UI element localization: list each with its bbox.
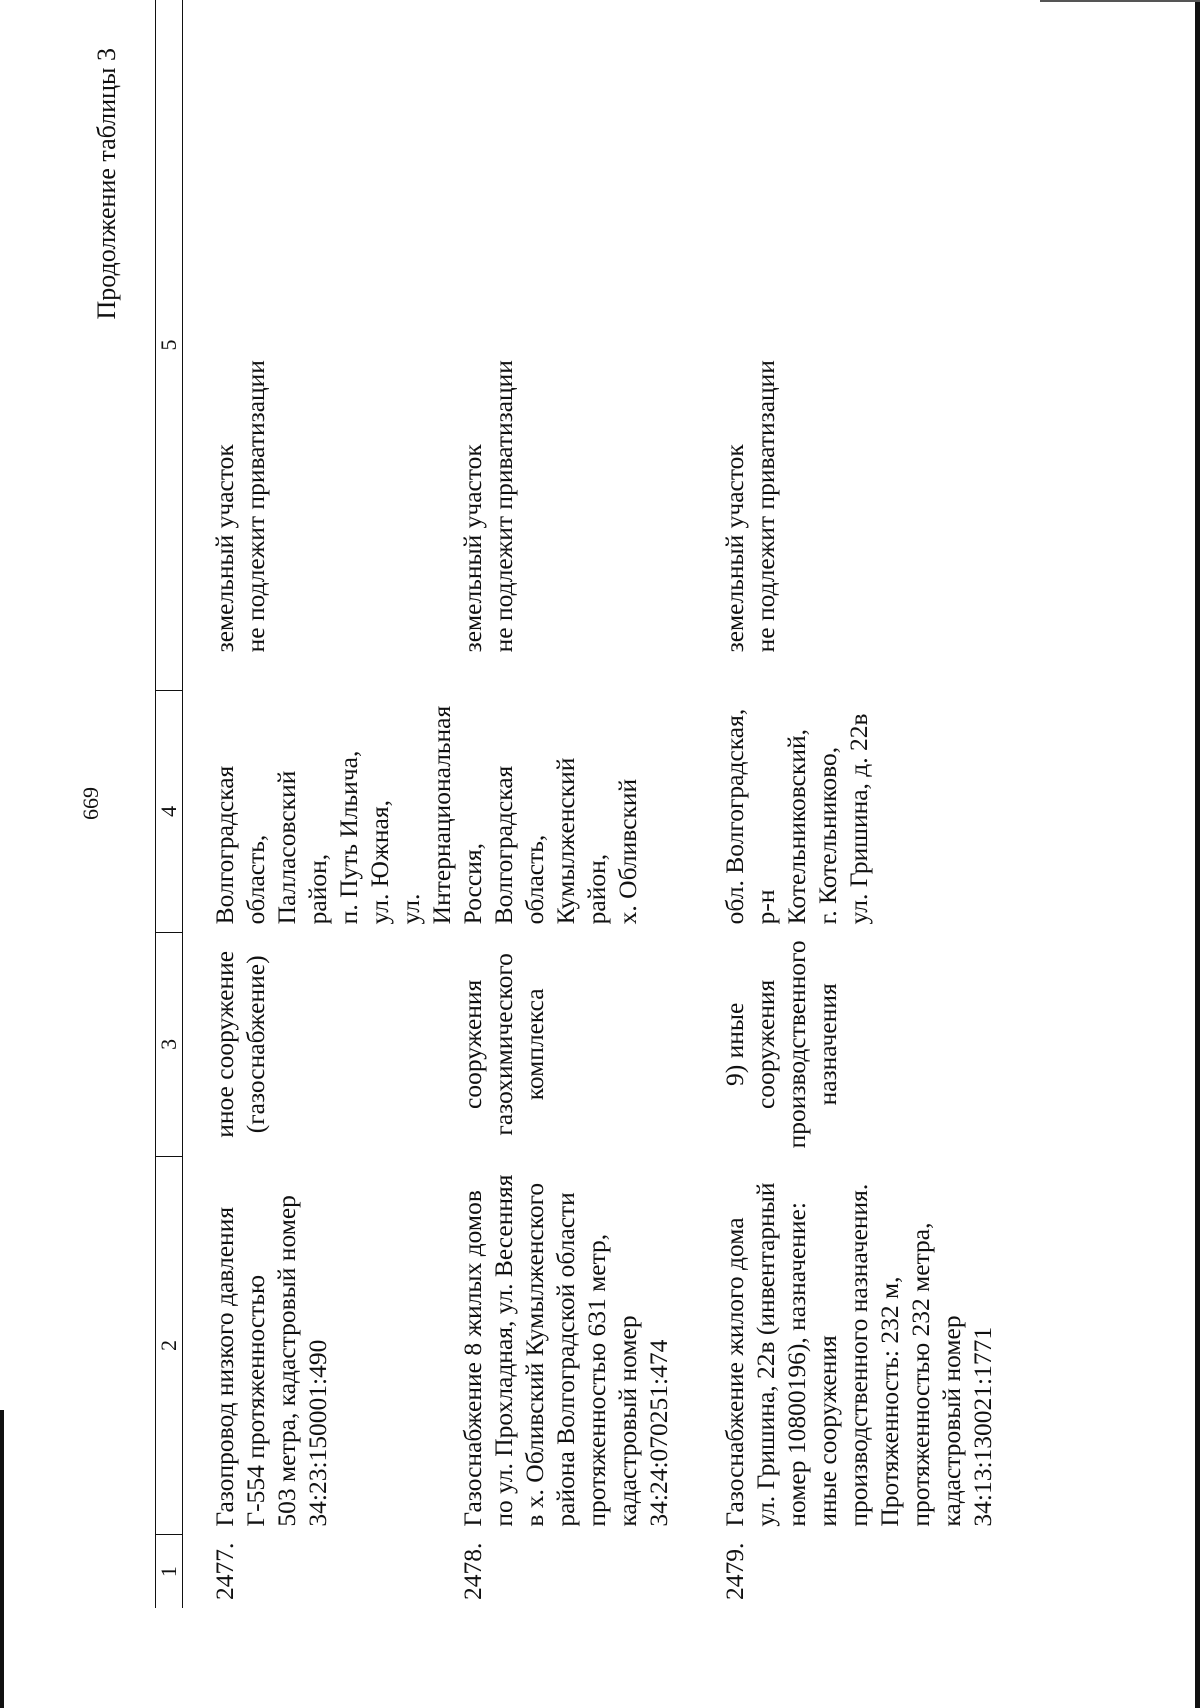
object-address: обл. Волгоградская, р-н Котельниковский, г. Котельниково, ул. Гришина, д. 22в — [720, 708, 873, 925]
object-name: Газоснабжение 8 жилых домов по ул. Прохладная, ул. Весенняя в х. Обливский Кумылженского района Волгоградской области протяженностью 631 метр, кадастровый номер 34:24:070251:474 — [458, 1174, 673, 1527]
table-row — [183, 0, 458, 1608]
table-row — [457, 0, 719, 1608]
page-number: 669 — [78, 787, 103, 820]
object-note: земельный участок не подлежит приватизации — [720, 360, 780, 653]
column-header-1: 1 — [156, 1535, 183, 1608]
object-name: Газопровод низкого давления Г-554 протяженностью 503 метра, кадастровый номер 34:23:150001:490 — [210, 1195, 332, 1527]
object-address: Волгоградская область, Палласовский район, п. Путь Ильича, ул. Южная, ул. Интернациональная — [210, 705, 456, 925]
table-header-row — [156, 0, 183, 1608]
object-type: иное сооружение (газоснабжение) — [210, 950, 270, 1138]
object-type: 9) иные сооружения производственного назначения — [720, 940, 842, 1149]
object-address: Россия, Волгоградская область, Кумылженский район, х. Обливский — [458, 757, 642, 925]
column-header-4: 4 — [156, 690, 183, 932]
column-header-3: 3 — [156, 932, 183, 1156]
object-name: Газоснабжение жилого дома ул. Гришина, 22в (инвентарный номер 10800196), назначение: иные сооружения производственного назначения. Протяженность: 232 м, протяженностью 232 метра, кадастровый номер 34:13:130021:1771 — [720, 1182, 997, 1527]
row-number: 2479. — [720, 1542, 749, 1600]
object-type: сооружения газохимического комплекса — [458, 953, 549, 1136]
table-continuation-label: Продолжение таблицы 3 — [92, 48, 121, 320]
object-note: земельный участок не подлежит приватизации — [458, 360, 518, 653]
registry-table — [155, 0, 1019, 1608]
column-header-5: 5 — [156, 0, 183, 690]
object-note: земельный участок не подлежит приватизации — [210, 360, 270, 653]
row-number: 2477. — [210, 1542, 239, 1600]
table-row — [719, 0, 1019, 1608]
column-header-2: 2 — [156, 1156, 183, 1534]
row-number: 2478. — [458, 1542, 487, 1600]
